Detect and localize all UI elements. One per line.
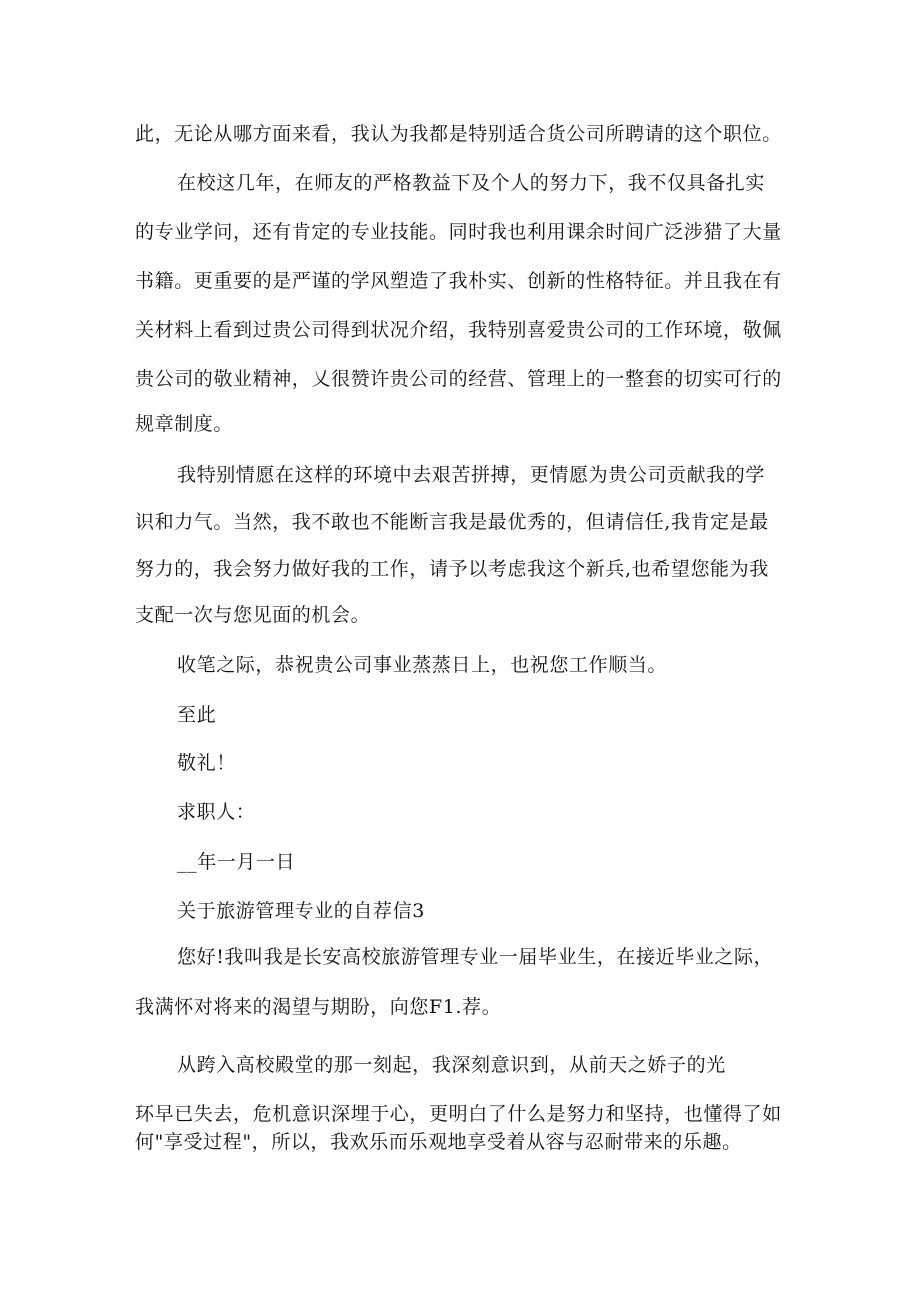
closing-line: 至此 [177,704,217,726]
paragraph-line: 的专业学问，还有肯定的专业技能。同时我也利用课余时间广泛涉猎了大量 [135,221,782,243]
paragraph-line: 何"享受过程"，所以，我欢乐而乐观地享受着从容与忍耐带来的乐趣。 [135,1131,742,1153]
paragraph-line: 环早已失去，危机意识深埋于心，更明白了什么是努力和坚持，也懂得了如 [135,1103,782,1125]
date-line: __年一月一日 [177,851,296,873]
paragraph-line: 您好!我叫我是长安高校旅游管理专业一届毕业生，在接近毕业之际， [177,946,774,968]
paragraph-line: 支配一次与您见面的机会。 [135,604,371,626]
paragraph-line: 此，无论从哪方面来看，我认为我都是特别适合货公司所聘请的这个职位。 [135,123,782,145]
paragraph-line: 在校这几年，在师友的严格教益下及个人的努力下，我不仅具备扎实 [177,172,766,194]
paragraph-line: 关材料上看到过贵公司得到状况介绍，我特别喜爱贵公司的工作环境，敬佩 [135,319,782,341]
paragraph-line: 书籍。更重要的是严谨的学风塑造了我朴实、创新的性格特征。并且我在有 [135,270,782,292]
section-title: 关于旅游管理专业的自荐信3 [177,900,425,922]
paragraph-line: 贵公司的敬业精神，乂很赞许贵公司的经营、管理上的一整套的切实可行的 [135,368,782,390]
paragraph-line: 我满怀对将来的渴望与期盼，向您F1.荐。 [135,996,502,1018]
paragraph-line: 从跨入高校殿堂的那一刻起，我深刻意识到，从前天之娇子的光 [177,1054,726,1076]
paragraph-line: 收笔之际，恭祝贵公司事业蒸蒸日上，也祝您工作顺当。 [177,654,668,676]
signature-label: 求职人： [177,801,256,823]
salutation-line: 敬礼！ [177,752,236,774]
paragraph-line: 规章制度。 [135,413,234,435]
paragraph-line: 我特别情愿在这样的环境中去艰苦拼搏，更情愿为贵公司贡献我的学 [177,464,766,486]
paragraph-line: 识和力气。当然，我不敢也不能断言我是最优秀的，但请信任,我肯定是最 [135,511,769,533]
paragraph-line: 努力的，我会努力做好我的工作，请予以考虑我这个新兵,也希望您能为我 [135,558,769,580]
